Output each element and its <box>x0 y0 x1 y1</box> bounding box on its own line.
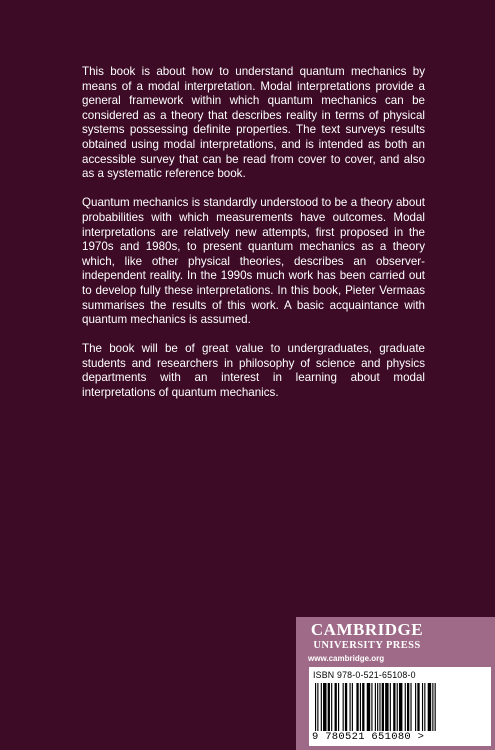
blurb-paragraph-2: Quantum mechanics is standardly understood to be a theory about probabilities with which measurements have outcomes. Modal interpretations are relatively new attempts, first proposed in the 1970s and 1980s, to present quantum mechanics as a theory which, like other physical theories, describes an observer-independent reality. In the 1990s much work has been carried out to develop fully these interpretations. In this book, Pieter Vermaas summarises the results of this work. A basic acquaintance with quantum mechanics is assumed. <box>82 196 425 327</box>
blurb-paragraph-3: The book will be of great value to undergraduates, graduate students and researchers in philosophy of science and physics departments with an interest in learning about modal interpretations of quantum mechanics. <box>82 342 425 400</box>
back-cover-blurb <box>82 65 425 415</box>
publisher-subname: UNIVERSITY PRESS <box>313 640 421 651</box>
blurb-paragraph-1: This book is about how to understand quantum mechanics by means of a modal interpretation. Modal interpretations provide a general framework within which quantum mechanics can be considered as a theory that describes reality in terms of physical systems possessing definite properties. The text surveys results obtained using modal interpretations, and is intended as both an accessible survey that can be read from cover to cover, and also as a systematic reference book. <box>82 65 425 181</box>
barcode-box <box>309 667 491 746</box>
isbn-label: ISBN 978-0-521-65108-0 <box>313 670 416 680</box>
barcode-digits: 9 780521 651080 > <box>312 731 425 743</box>
barcode-icon <box>315 683 485 733</box>
publisher-name: CAMBRIDGE <box>310 620 424 639</box>
publisher-url: www.cambridge.org <box>308 654 385 663</box>
publisher-panel <box>296 617 495 750</box>
